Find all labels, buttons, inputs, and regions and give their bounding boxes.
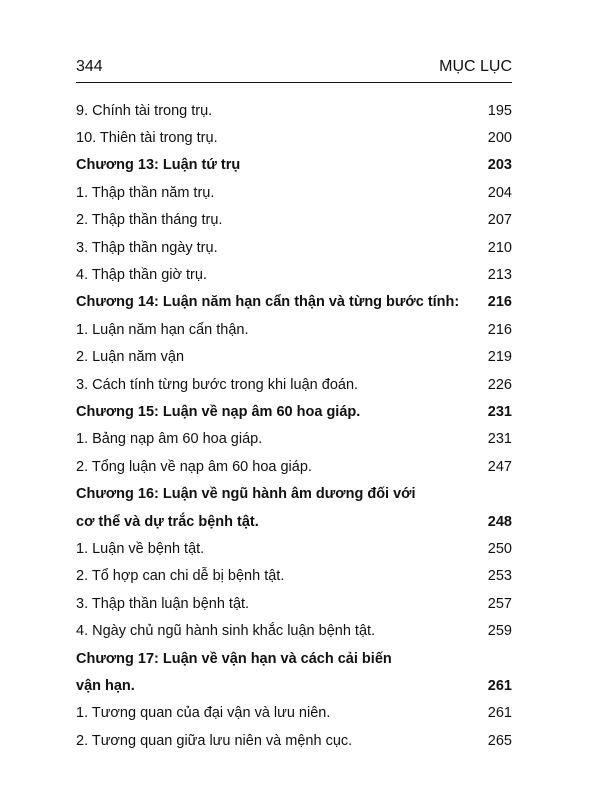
- toc-entry: [76, 563, 512, 590]
- toc-entry-title: 1. Luận năm hạn cẩn thận.: [76, 321, 249, 338]
- toc-entry-title: 4. Thập thần giờ trụ.: [76, 267, 207, 284]
- toc-entry-title: 3. Thập thần ngày trụ.: [76, 239, 218, 256]
- toc-entry-title: Chương 14: Luận năm hạn cẩn thận và từng bước tính:: [76, 294, 460, 311]
- toc-entry-title: 1. Thập thần năm trụ.: [76, 184, 215, 201]
- toc-entry-page: 250: [487, 540, 512, 557]
- toc-entry-title: 9. Chính tài trong trụ.: [76, 102, 213, 119]
- toc-entry: [76, 453, 512, 480]
- toc-entry-title: Chương 15: Luận về nạp âm 60 hoa giáp.: [76, 403, 361, 420]
- toc-entry-page: 207: [487, 212, 512, 229]
- toc-chapter-entry: [76, 508, 512, 535]
- toc-chapter-entry: [76, 480, 512, 507]
- toc-entry-page: 259: [487, 623, 512, 640]
- toc-entry: [76, 97, 512, 124]
- toc-entry-title: cơ thể và dự trắc bệnh tật.: [76, 513, 259, 530]
- toc-entry-title: 2. Tổ hợp can chi dễ bị bệnh tật.: [76, 568, 285, 585]
- toc-entry-page: 210: [487, 239, 512, 256]
- toc-entry: [76, 727, 512, 754]
- toc-entry-page: 213: [487, 267, 512, 284]
- toc-entry: [76, 535, 512, 562]
- toc-entry-page: 261: [487, 705, 512, 722]
- toc-entry-page: 265: [487, 732, 512, 749]
- toc-entry-title: Chương 16: Luận về ngũ hành âm dương đối với: [76, 486, 416, 503]
- page-number: 344: [76, 58, 103, 75]
- toc-entry-page: 226: [487, 376, 512, 393]
- toc-chapter-entry: [76, 672, 512, 699]
- toc-entry: [76, 261, 512, 288]
- toc-entry-title: 4. Ngày chủ ngũ hành sinh khắc luận bệnh tật.: [76, 623, 376, 640]
- toc-entry-title: Chương 17: Luận về vận hạn và cách cải biến: [76, 650, 392, 667]
- toc-entry-page: 231: [487, 403, 512, 420]
- toc-entry-page: 257: [487, 595, 512, 612]
- toc-entry: [76, 207, 512, 234]
- toc-entry: [76, 617, 512, 644]
- toc-entry-title: 2. Tương quan giữa lưu niên và mệnh cục.: [76, 732, 353, 749]
- toc-entry: [76, 344, 512, 371]
- toc-entry-title: 2. Thập thần tháng trụ.: [76, 212, 223, 229]
- toc-entry-title: Chương 13: Luận tứ trụ: [76, 157, 241, 174]
- toc-entry-page: 204: [487, 184, 512, 201]
- toc-entry-page: 231: [487, 431, 512, 448]
- toc-entry-title: 1. Bảng nạp âm 60 hoa giáp.: [76, 431, 263, 448]
- toc-entry-page: 203: [487, 157, 512, 174]
- toc-entry: [76, 124, 512, 151]
- toc-entry-page: 247: [487, 458, 512, 475]
- toc-entry-title: 10. Thiên tài trong trụ.: [76, 130, 218, 147]
- toc-entry: [76, 371, 512, 398]
- toc-entry-page: 216: [487, 321, 512, 338]
- toc-entry: [76, 590, 512, 617]
- toc-entry-page: 261: [487, 677, 512, 694]
- toc-entry-title: 2. Tổng luận về nạp âm 60 hoa giáp.: [76, 458, 312, 475]
- toc-chapter-entry: [76, 152, 512, 179]
- toc-entry: [76, 316, 512, 343]
- table-of-contents: [76, 97, 512, 754]
- toc-entry: [76, 179, 512, 206]
- page-header: [76, 58, 512, 76]
- toc-entry-page: 219: [487, 349, 512, 366]
- toc-entry-title: vận hạn.: [76, 677, 135, 694]
- toc-entry-title: 3. Thập thần luận bệnh tật.: [76, 595, 250, 612]
- toc-entry: [76, 426, 512, 453]
- toc-entry: [76, 700, 512, 727]
- toc-entry-page: 253: [487, 568, 512, 585]
- toc-chapter-entry: [76, 398, 512, 425]
- toc-entry: [76, 234, 512, 261]
- toc-entry-title: 3. Cách tính từng bước trong khi luận đoán.: [76, 376, 359, 393]
- header-divider: [76, 82, 512, 83]
- toc-chapter-entry: [76, 645, 512, 672]
- toc-entry-title: 2. Luận năm vận: [76, 349, 185, 366]
- toc-entry-title: 1. Luận về bệnh tật.: [76, 540, 205, 557]
- toc-entry-page: 195: [487, 102, 512, 119]
- toc-entry-title: 1. Tương quan của đại vận và lưu niên.: [76, 705, 331, 722]
- toc-entry-page: 200: [487, 130, 512, 147]
- page-title: MỤC LỤC: [439, 58, 512, 75]
- toc-entry-page: 248: [487, 513, 512, 530]
- toc-entry-page: 216: [487, 294, 512, 311]
- toc-chapter-entry: [76, 289, 512, 316]
